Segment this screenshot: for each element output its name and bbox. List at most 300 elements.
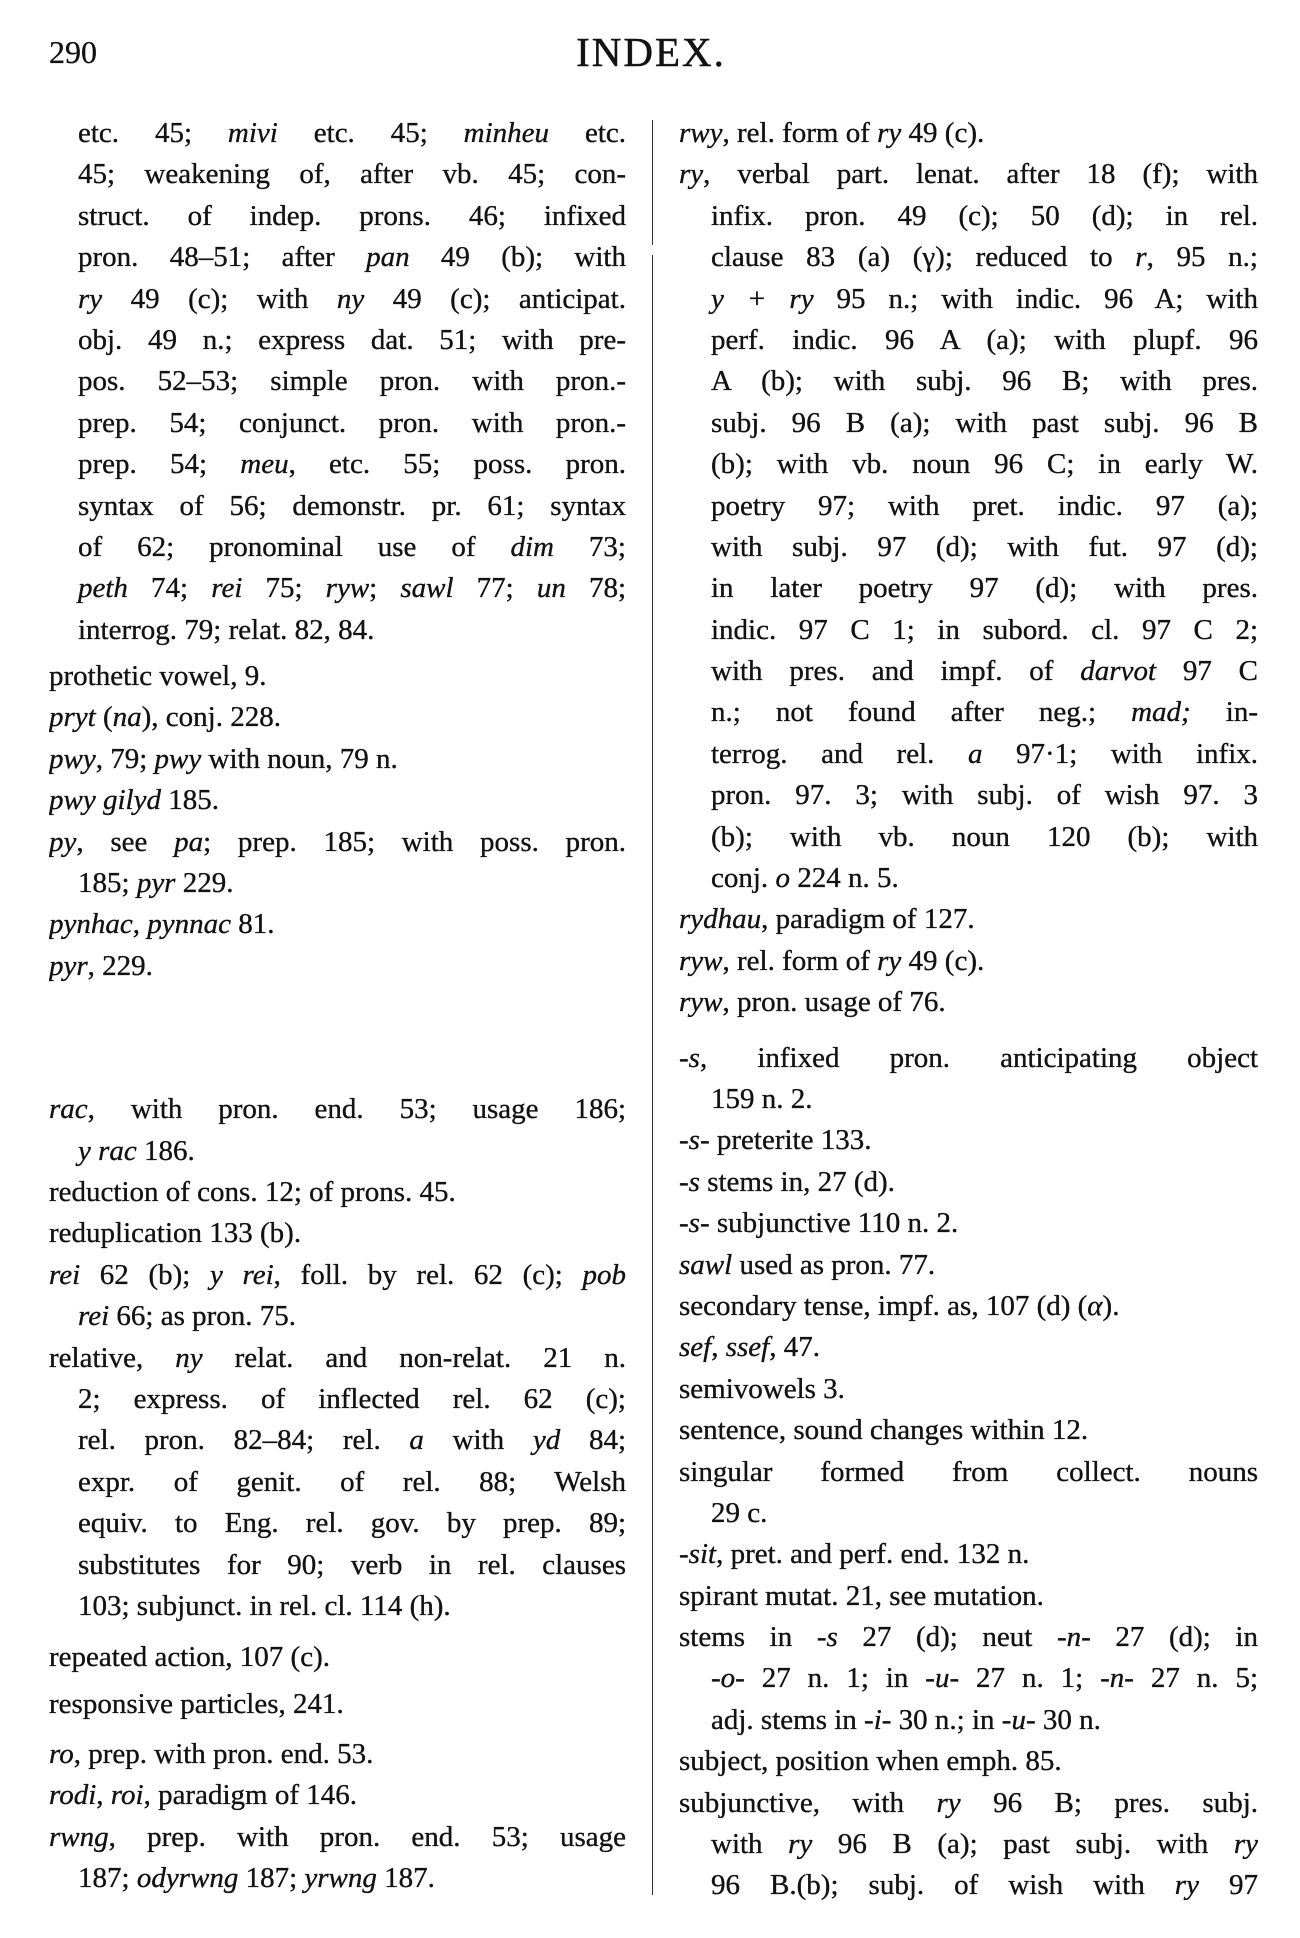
index-line <box>679 1576 1258 1617</box>
index-text: , prep. with pron. end. 53. <box>73 1738 374 1771</box>
index-text: ), conj. 228. <box>141 701 281 734</box>
index-text: , prep. with pron. end. 53; usage <box>108 1820 626 1853</box>
index-entry <box>49 1734 626 1775</box>
index-term-italic: -s- <box>679 1124 710 1157</box>
index-line <box>49 780 626 821</box>
index-term-italic: -n- <box>1100 1662 1134 1695</box>
index-text: 45; weakening of, after vb. 45; con- <box>78 158 626 191</box>
index-text: subject, position when emph. 85. <box>679 1745 1062 1778</box>
index-text: reduction of cons. 12; of prons. 45. <box>49 1175 456 1208</box>
index-text: 96 B; pres. subj. <box>960 1786 1258 1819</box>
index-text: 29 c. <box>711 1496 768 1529</box>
index-term-italic: -n- <box>1056 1621 1091 1654</box>
index-text: poetry 97; with pret. indic. 97 (a); <box>711 489 1258 522</box>
index-term-italic: ny <box>175 1341 203 1374</box>
index-line <box>679 1120 1258 1161</box>
index-line <box>679 941 1258 982</box>
column-divider <box>652 255 653 1895</box>
index-entry <box>679 1286 1258 1327</box>
index-line <box>679 1534 1258 1575</box>
index-line <box>679 982 1258 1023</box>
index-text: 27 n. 5; <box>1133 1662 1258 1695</box>
index-text: prep. 54; conjunct. pron. with pron.- <box>78 406 626 439</box>
index-line <box>49 1775 626 1816</box>
index-entry <box>679 1327 1258 1368</box>
index-text: 159 n. 2. <box>711 1082 813 1115</box>
index-text: rel. pron. 82–84; rel. <box>78 1424 410 1457</box>
index-text: used as pron. 77. <box>732 1248 936 1281</box>
index-entry <box>679 1534 1258 1575</box>
index-entry <box>49 1213 626 1254</box>
index-text: indic. 97 C 1; in subord. cl. 97 C 2; <box>711 613 1258 646</box>
index-text: , 95 n.; <box>1146 241 1258 274</box>
index-line <box>679 1865 1258 1906</box>
index-text: with pres. and impf. of <box>711 655 1081 688</box>
index-term-italic: sef <box>679 1331 712 1364</box>
index-text: singular formed from collect. nouns <box>679 1455 1258 1488</box>
index-entry <box>679 1162 1258 1203</box>
index-text: in later poetry 97 (d); with pres. <box>711 572 1258 605</box>
index-line <box>679 568 1258 609</box>
index-term-italic: pwy <box>49 742 96 775</box>
index-line <box>49 610 626 651</box>
index-entry <box>49 1089 626 1172</box>
index-line <box>679 154 1258 195</box>
index-line <box>49 739 626 780</box>
index-line <box>49 1586 626 1627</box>
index-term-italic: ro <box>49 1738 74 1771</box>
index-term-italic: ryw <box>325 572 370 605</box>
index-term-italic: rydhau <box>679 903 762 936</box>
index-line <box>679 113 1258 154</box>
index-entry <box>49 113 626 651</box>
index-term-italic: pryt <box>49 701 96 734</box>
index-column-left <box>49 113 626 1900</box>
index-line <box>679 196 1258 237</box>
index-line <box>679 775 1258 816</box>
index-text: 27 n. 1; <box>959 1662 1101 1695</box>
index-text: 186. <box>136 1134 195 1167</box>
index-text: prothetic vowel, 9. <box>49 660 267 693</box>
index-line <box>679 610 1258 651</box>
index-text: 49 (c). <box>901 117 985 149</box>
index-text: etc. 45; <box>78 117 228 149</box>
index-text: syntax of 56; demonstr. pr. 61; syntax <box>78 489 626 522</box>
index-entry <box>49 1637 626 1678</box>
index-text: , 47. <box>769 1331 820 1364</box>
index-line <box>679 1038 1258 1079</box>
index-text: terrog. and rel. <box>711 737 968 770</box>
index-term-italic: -s <box>816 1621 838 1654</box>
index-text: 27 (d); in <box>1090 1621 1258 1654</box>
index-text: 97 C <box>1156 655 1258 688</box>
index-term-italic: darvot <box>1080 655 1157 688</box>
index-line <box>49 1684 626 1725</box>
index-term-italic: r <box>1135 241 1147 274</box>
index-term-italic: odyrwng <box>136 1862 239 1895</box>
index-text: 229. <box>175 867 234 900</box>
index-entry <box>49 1775 626 1816</box>
index-term-italic: pyr <box>49 949 88 982</box>
index-entry <box>49 780 626 821</box>
index-line <box>679 486 1258 527</box>
index-text: pos. 52–53; simple pron. with pron.- <box>78 365 626 398</box>
index-text: 27 (d); neut <box>837 1621 1057 1654</box>
index-line <box>49 1089 626 1130</box>
index-text: ; <box>369 572 401 605</box>
index-text: etc. <box>549 117 626 149</box>
index-entry <box>679 982 1258 1023</box>
index-text: subjunctive 110 n. 2. <box>709 1207 959 1240</box>
index-text: 187; <box>238 1862 305 1895</box>
index-text: stems in <box>679 1621 817 1654</box>
index-text: , paradigm of 146. <box>143 1779 357 1812</box>
index-text: 30 n.; in <box>891 1703 1002 1736</box>
index-entry <box>679 1038 1258 1121</box>
index-text: 95 n.; with indic. 96 A; with <box>813 282 1258 315</box>
index-text: , rel. form of <box>722 117 878 149</box>
index-line <box>679 1824 1258 1865</box>
index-term-italic: -s <box>679 1041 700 1074</box>
index-text: of 62; pronominal use of <box>78 530 511 563</box>
index-term-italic: yd <box>532 1424 561 1457</box>
index-term-italic: pwy gilyd <box>49 784 161 817</box>
index-text: stems in, 27 (d). <box>699 1165 895 1198</box>
index-text: , pron. usage of 76. <box>722 986 946 1019</box>
index-text: 96 B.(b); subj. of wish with <box>711 1869 1175 1902</box>
index-text: 49 (b); with <box>409 241 626 274</box>
index-line <box>679 1286 1258 1327</box>
index-line <box>679 1741 1258 1782</box>
index-term-italic: a <box>967 737 983 770</box>
index-text: with subj. 97 (d); with fut. 97 (d); <box>711 530 1258 563</box>
index-term-italic: o <box>775 862 790 895</box>
index-text: , see <box>76 825 175 858</box>
index-term-italic: pan <box>366 241 410 274</box>
index-text: struct. of indep. prons. 46; infixed <box>78 199 626 232</box>
index-term-italic: -o- <box>711 1662 745 1695</box>
index-line <box>49 403 626 444</box>
index-line <box>679 1245 1258 1286</box>
index-term-italic: a <box>409 1424 424 1457</box>
index-column-right <box>679 113 1258 1907</box>
index-line <box>679 444 1258 485</box>
page-number: 290 <box>49 34 97 70</box>
index-text: with <box>711 1828 789 1861</box>
index-term-italic: rei <box>78 1300 110 1333</box>
index-term-italic: y + ry <box>711 282 814 315</box>
index-term-italic: -i- <box>864 1703 892 1736</box>
index-text: 97·1; with infix. <box>982 737 1258 770</box>
index-term-italic: ry <box>78 282 103 315</box>
index-entry <box>49 822 626 905</box>
index-line <box>49 1817 626 1858</box>
index-line <box>49 904 626 945</box>
index-text: interrog. 79; relat. 82, 84. <box>78 613 375 646</box>
index-text: 96 B (a); past subj. with <box>812 1828 1234 1861</box>
index-text: 97 <box>1198 1869 1258 1902</box>
index-text: 81. <box>231 908 275 941</box>
index-entry <box>679 1203 1258 1244</box>
index-text: (b); with vb. noun 120 (b); with <box>711 820 1258 853</box>
index-term-italic: -u- <box>1001 1703 1036 1736</box>
index-line <box>679 651 1258 692</box>
index-line <box>679 734 1258 775</box>
index-text: ( <box>95 701 113 734</box>
index-term-italic: -s <box>679 1165 700 1198</box>
index-text: etc. 45; <box>277 117 464 149</box>
index-text: 187. <box>376 1862 435 1895</box>
index-text: , paradigm of 127. <box>761 903 975 936</box>
index-term-italic: α <box>1087 1289 1103 1322</box>
index-entry <box>679 1452 1258 1535</box>
index-term-italic: pwy <box>154 742 202 775</box>
index-entry <box>679 113 1258 154</box>
index-line <box>679 527 1258 568</box>
index-line <box>679 817 1258 858</box>
index-line <box>49 1131 626 1172</box>
index-term-italic: un <box>536 572 566 605</box>
index-term-italic: pynhac <box>49 908 133 941</box>
index-line <box>49 113 626 154</box>
index-text: , etc. 55; poss. pron. <box>288 448 626 481</box>
index-term-italic: rei <box>211 572 243 605</box>
index-entry <box>679 1369 1258 1410</box>
index-line <box>49 1462 626 1503</box>
index-line <box>49 1338 626 1379</box>
index-term-italic: na <box>112 701 142 734</box>
index-line <box>49 1296 626 1337</box>
index-line <box>49 1637 626 1678</box>
page-title: INDEX. <box>576 29 726 75</box>
index-term-italic: meu <box>240 448 289 481</box>
index-line <box>49 527 626 568</box>
index-text: 66; as pron. 75. <box>109 1300 297 1333</box>
index-line <box>49 154 626 195</box>
index-line <box>49 196 626 237</box>
index-entry <box>49 1338 626 1628</box>
index-term-italic: ry <box>936 1786 961 1819</box>
index-entry <box>49 739 626 780</box>
index-text: clause 83 (a) (γ); reduced to <box>711 241 1136 274</box>
index-line <box>49 1213 626 1254</box>
index-entry <box>679 1741 1258 1782</box>
index-line <box>679 1493 1258 1534</box>
index-line <box>49 863 626 904</box>
index-entry <box>49 697 626 738</box>
index-text: subjunctive, with <box>679 1786 937 1819</box>
index-text: sentence, sound changes within 12. <box>679 1414 1089 1447</box>
index-line <box>679 1327 1258 1368</box>
index-line <box>679 1203 1258 1244</box>
index-line <box>49 697 626 738</box>
index-text: n.; not found after neg.; <box>711 696 1132 729</box>
index-line <box>49 444 626 485</box>
index-line <box>679 1658 1258 1699</box>
index-line <box>49 1858 626 1899</box>
index-text: relat. and non-relat. 21 n. <box>202 1341 626 1374</box>
index-term-italic: ssef <box>725 1331 770 1364</box>
index-line <box>679 1783 1258 1824</box>
index-text: , <box>96 1779 111 1812</box>
index-line <box>49 822 626 863</box>
index-entry <box>679 899 1258 940</box>
column-divider <box>652 120 653 245</box>
index-text: 78; <box>565 572 626 605</box>
index-entry <box>49 1684 626 1725</box>
index-line <box>679 1410 1258 1451</box>
index-text: secondary tense, impf. as, 107 (d) ( <box>679 1289 1088 1322</box>
index-text: , infixed pron. anticipating object <box>699 1041 1258 1074</box>
index-line <box>49 1379 626 1420</box>
index-term-italic: ryw <box>679 986 723 1019</box>
index-text: perf. indic. 96 A (a); with plupf. 96 <box>711 323 1258 356</box>
index-line <box>679 361 1258 402</box>
index-text: substitutes for 90; verb in rel. clauses <box>78 1548 626 1581</box>
index-text: 185; <box>78 867 137 900</box>
index-line <box>49 279 626 320</box>
index-line <box>679 858 1258 899</box>
index-text: , rel. form of <box>722 944 878 977</box>
index-term-italic: ny <box>336 282 365 315</box>
index-term-italic: pynnac <box>147 908 231 941</box>
index-term-italic: -s- <box>679 1207 710 1240</box>
index-text: with noun, 79 n. <box>201 742 398 775</box>
index-text: 77; <box>453 572 537 605</box>
index-text: , verbal part. lenat. after 18 (f); with <box>703 158 1258 191</box>
index-term-italic: sawl <box>679 1248 733 1281</box>
index-line <box>679 1452 1258 1493</box>
index-term-italic: ry <box>1174 1869 1199 1902</box>
index-line <box>49 1734 626 1775</box>
index-text: , with pron. end. 53; usage 186; <box>87 1093 626 1126</box>
index-term-italic: y rac <box>78 1134 137 1167</box>
index-text: reduplication 133 (b). <box>49 1217 302 1250</box>
index-term-italic: pyr <box>136 867 176 900</box>
index-text: 224 n. 5. <box>789 862 899 895</box>
index-term-italic: peth <box>78 572 128 605</box>
index-line <box>679 403 1258 444</box>
index-text: ; prep. 185; with poss. pron. <box>203 825 626 858</box>
index-term-italic: mad; <box>1131 696 1191 729</box>
index-line <box>49 1172 626 1213</box>
index-term-italic: rei <box>49 1258 81 1291</box>
index-text: , foll. by rel. 62 (c); <box>273 1258 583 1291</box>
index-term-italic: minheu <box>463 117 550 149</box>
index-text: obj. 49 n.; express dat. 51; with pre- <box>78 323 626 356</box>
index-text: 2; express. of inflected rel. 62 (c); <box>78 1382 626 1415</box>
index-line <box>679 1079 1258 1120</box>
index-line <box>679 237 1258 278</box>
index-text: equiv. to Eng. rel. gov. by prep. 89; <box>78 1507 626 1540</box>
index-entry <box>679 1783 1258 1907</box>
index-line <box>49 568 626 609</box>
index-line <box>679 279 1258 320</box>
index-text: 73; <box>553 530 626 563</box>
index-text: 185. <box>160 784 219 817</box>
index-line <box>49 237 626 278</box>
index-text: responsive particles, 241. <box>49 1687 344 1720</box>
index-line <box>679 1617 1258 1658</box>
index-line <box>679 899 1258 940</box>
index-line <box>49 486 626 527</box>
index-line <box>49 1420 626 1461</box>
index-term-italic: -sit <box>679 1538 717 1571</box>
index-line <box>679 1162 1258 1203</box>
index-entry <box>679 941 1258 982</box>
index-term-italic: ry <box>877 117 902 149</box>
index-text: (b); with vb. noun 96 C; in early W. <box>711 448 1258 481</box>
index-entry <box>49 656 626 697</box>
index-term-italic: roi <box>110 1779 144 1812</box>
index-text: conj. <box>711 862 776 895</box>
index-text: in- <box>1190 696 1258 729</box>
index-line <box>679 1369 1258 1410</box>
index-line <box>679 320 1258 361</box>
index-line <box>49 1503 626 1544</box>
index-entry <box>49 1172 626 1213</box>
index-line <box>679 1700 1258 1741</box>
index-text: 49 (c); with <box>102 282 337 315</box>
index-term-italic: pob <box>582 1258 626 1291</box>
index-text: , 229. <box>87 949 153 982</box>
index-term-italic: yrwng <box>304 1862 377 1895</box>
index-term-italic: mivi <box>227 117 278 149</box>
index-text: subj. 96 B (a); with past subj. 96 B <box>711 406 1258 439</box>
index-term-italic: ry <box>1233 1828 1258 1861</box>
index-text: 49 (c). <box>901 944 985 977</box>
index-text: with <box>423 1424 533 1457</box>
index-text: 62 (b); <box>80 1258 210 1291</box>
index-term-italic: -u- <box>925 1662 960 1695</box>
index-text: , <box>132 908 148 941</box>
index-text: ). <box>1102 1289 1120 1322</box>
index-term-italic: rwy <box>679 117 723 149</box>
index-line <box>49 361 626 402</box>
index-text: semivowels 3. <box>679 1372 845 1405</box>
index-line <box>49 320 626 361</box>
index-text: , <box>711 1331 726 1364</box>
index-entry <box>49 1255 626 1338</box>
index-text: , pret. and perf. end. 132 n. <box>716 1538 1030 1571</box>
index-term-italic: py <box>49 825 77 858</box>
index-line <box>49 946 626 987</box>
index-term-italic: rwng <box>49 1820 109 1853</box>
index-text: prep. 54; <box>78 448 241 481</box>
index-text: adj. stems in <box>711 1703 865 1736</box>
index-text: 103; subjunct. in rel. cl. 114 (h). <box>78 1589 451 1622</box>
index-text: pron. 48–51; after <box>78 241 367 274</box>
index-term-italic: ryw <box>679 944 723 977</box>
index-entry <box>679 1245 1258 1286</box>
index-entry <box>49 904 626 945</box>
index-text: expr. of genit. of rel. 88; Welsh <box>78 1465 626 1498</box>
index-entry <box>679 1576 1258 1617</box>
index-term-italic: ry <box>679 158 704 191</box>
index-term-italic: rodi <box>49 1779 97 1812</box>
index-term-italic: sawl <box>400 572 454 605</box>
index-entry <box>679 1410 1258 1451</box>
index-text: spirant mutat. 21, see mutation. <box>679 1579 1044 1612</box>
index-term-italic: dim <box>510 530 554 563</box>
index-text: 75; <box>242 572 326 605</box>
index-line <box>49 656 626 697</box>
index-text: 49 (c); anticipat. <box>364 282 626 315</box>
index-term-italic: ry <box>877 944 902 977</box>
index-text: infix. pron. 49 (c); 50 (d); in rel. <box>711 199 1258 232</box>
index-text: 74; <box>127 572 212 605</box>
index-entry <box>49 1817 626 1900</box>
